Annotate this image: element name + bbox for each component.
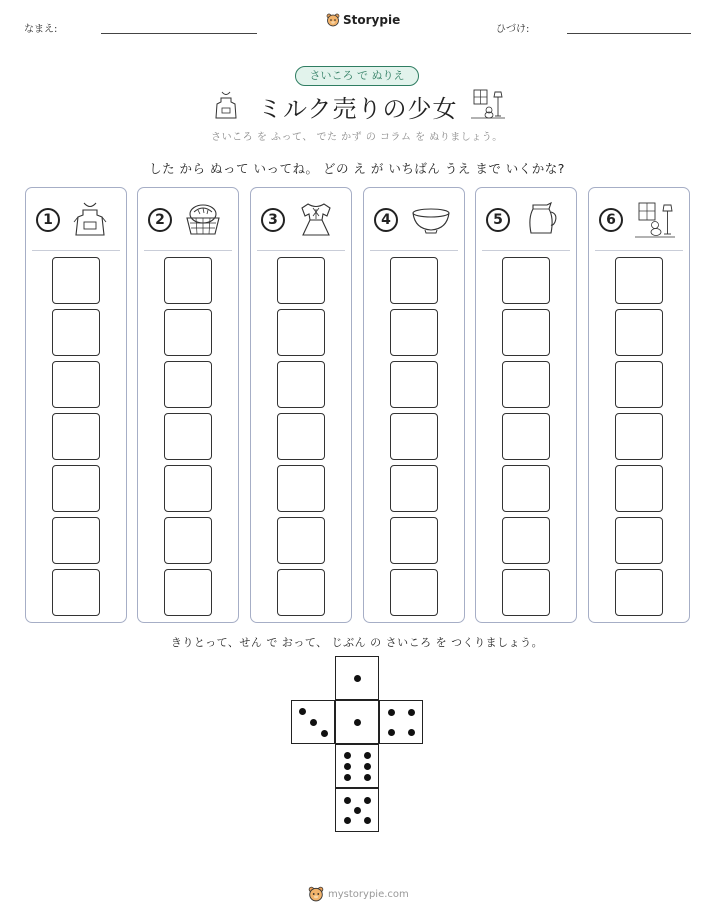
column-cell[interactable] bbox=[502, 257, 550, 304]
column-cell[interactable] bbox=[390, 517, 438, 564]
column-5[interactable] bbox=[475, 187, 577, 623]
name-label: なまえ: bbox=[24, 24, 58, 35]
milk-jug-icon bbox=[522, 200, 560, 238]
column-cell[interactable] bbox=[502, 465, 550, 512]
column-cell[interactable] bbox=[52, 361, 100, 408]
dice-pip bbox=[364, 774, 371, 781]
dice-pip bbox=[354, 675, 361, 682]
column-cell[interactable] bbox=[52, 413, 100, 460]
column-cell[interactable] bbox=[164, 517, 212, 564]
column-number: 4 bbox=[374, 208, 398, 232]
dice-pip bbox=[364, 817, 371, 824]
column-cell[interactable] bbox=[277, 413, 325, 460]
column-cell[interactable] bbox=[164, 309, 212, 356]
column-cell[interactable] bbox=[502, 361, 550, 408]
dice-pip bbox=[310, 719, 317, 726]
column-cell[interactable] bbox=[52, 309, 100, 356]
dice-pip bbox=[388, 709, 395, 716]
dice-face-five bbox=[335, 788, 379, 832]
column-divider bbox=[32, 250, 120, 251]
dice-pip bbox=[388, 729, 395, 736]
brand-logo bbox=[326, 13, 400, 27]
subtitle: さいころ を ふって、 でた かず の コラム を ぬりましょう。 bbox=[211, 132, 503, 143]
column-divider bbox=[370, 250, 458, 251]
column-cell[interactable] bbox=[615, 361, 663, 408]
dice-pip bbox=[364, 763, 371, 770]
dice-pip bbox=[354, 719, 361, 726]
storypie-bear-icon bbox=[308, 886, 324, 902]
column-cell[interactable] bbox=[502, 413, 550, 460]
dice-pip bbox=[408, 729, 415, 736]
dice-pip bbox=[321, 730, 328, 737]
column-cell[interactable] bbox=[390, 413, 438, 460]
column-divider bbox=[482, 250, 570, 251]
column-cell[interactable] bbox=[52, 257, 100, 304]
column-cell[interactable] bbox=[615, 465, 663, 512]
dice-pip bbox=[299, 708, 306, 715]
column-1[interactable] bbox=[25, 187, 127, 623]
column-number: 3 bbox=[261, 208, 285, 232]
column-cell[interactable] bbox=[502, 517, 550, 564]
name-line[interactable] bbox=[101, 33, 257, 34]
column-3[interactable] bbox=[250, 187, 352, 623]
column-cell[interactable] bbox=[615, 309, 663, 356]
dice-pip bbox=[344, 797, 351, 804]
footer bbox=[308, 886, 409, 902]
column-cell[interactable] bbox=[615, 257, 663, 304]
page-title: ミルク売りの少女 bbox=[258, 95, 458, 123]
column-cell[interactable] bbox=[390, 569, 438, 616]
column-number: 2 bbox=[148, 208, 172, 232]
column-divider bbox=[257, 250, 345, 251]
dice-pip bbox=[344, 763, 351, 770]
column-cell[interactable] bbox=[390, 361, 438, 408]
date-line[interactable] bbox=[567, 33, 691, 34]
column-cell[interactable] bbox=[52, 465, 100, 512]
dice-pip bbox=[364, 797, 371, 804]
dice-pip bbox=[344, 817, 351, 824]
dice-face-six bbox=[335, 744, 379, 788]
column-cell[interactable] bbox=[164, 413, 212, 460]
column-cell[interactable] bbox=[502, 309, 550, 356]
column-cell[interactable] bbox=[52, 569, 100, 616]
column-cell[interactable] bbox=[277, 517, 325, 564]
column-cell[interactable] bbox=[277, 569, 325, 616]
column-cell[interactable] bbox=[164, 569, 212, 616]
footer-url[interactable]: mystorypie.com bbox=[328, 888, 409, 900]
dice-pip bbox=[364, 752, 371, 759]
column-divider bbox=[595, 250, 683, 251]
instruction: した から ぬって いってね。 どの え が いちばん うえ まで いくかな? bbox=[149, 161, 565, 176]
column-divider bbox=[144, 250, 232, 251]
dice-pip bbox=[408, 709, 415, 716]
room-title-icon bbox=[471, 88, 505, 120]
dice-coloring-badge: さいころ で ぬりえ bbox=[295, 66, 419, 86]
column-cell[interactable] bbox=[615, 413, 663, 460]
apron-title-icon bbox=[213, 90, 239, 120]
column-cell[interactable] bbox=[615, 569, 663, 616]
cut-instruction: きりとって、せん で おって、 じぶん の さいころ を つくりましょう。 bbox=[170, 636, 544, 649]
column-cell[interactable] bbox=[164, 465, 212, 512]
column-cell[interactable] bbox=[615, 517, 663, 564]
column-2[interactable] bbox=[137, 187, 239, 623]
apron-icon bbox=[72, 200, 108, 238]
dice-pip bbox=[354, 807, 361, 814]
column-cell[interactable] bbox=[277, 361, 325, 408]
column-cell[interactable] bbox=[277, 257, 325, 304]
column-4[interactable] bbox=[363, 187, 465, 623]
date-label: ひづけ: bbox=[496, 24, 530, 35]
column-6[interactable] bbox=[588, 187, 690, 623]
dice-face-one-center bbox=[335, 700, 379, 744]
column-cell[interactable] bbox=[164, 361, 212, 408]
dice-face-four bbox=[379, 700, 423, 744]
bread-basket-icon bbox=[184, 200, 222, 238]
column-cell[interactable] bbox=[52, 517, 100, 564]
dice-pip bbox=[344, 752, 351, 759]
column-cell[interactable] bbox=[277, 309, 325, 356]
column-number: 5 bbox=[486, 208, 510, 232]
column-number: 1 bbox=[36, 208, 60, 232]
dice-face-one-top bbox=[335, 656, 379, 700]
bowl-icon bbox=[410, 200, 452, 238]
column-number: 6 bbox=[599, 208, 623, 232]
dice-face-three bbox=[291, 700, 335, 744]
column-cell[interactable] bbox=[390, 257, 438, 304]
room-with-cat-icon bbox=[635, 200, 675, 240]
dress-icon bbox=[297, 200, 335, 238]
brand-name: Storypie bbox=[343, 13, 401, 27]
column-cell[interactable] bbox=[277, 465, 325, 512]
column-cell[interactable] bbox=[502, 569, 550, 616]
column-cell[interactable] bbox=[390, 309, 438, 356]
column-cell[interactable] bbox=[164, 257, 212, 304]
storypie-bear-icon bbox=[326, 13, 340, 27]
dice-pip bbox=[344, 774, 351, 781]
column-cell[interactable] bbox=[390, 465, 438, 512]
